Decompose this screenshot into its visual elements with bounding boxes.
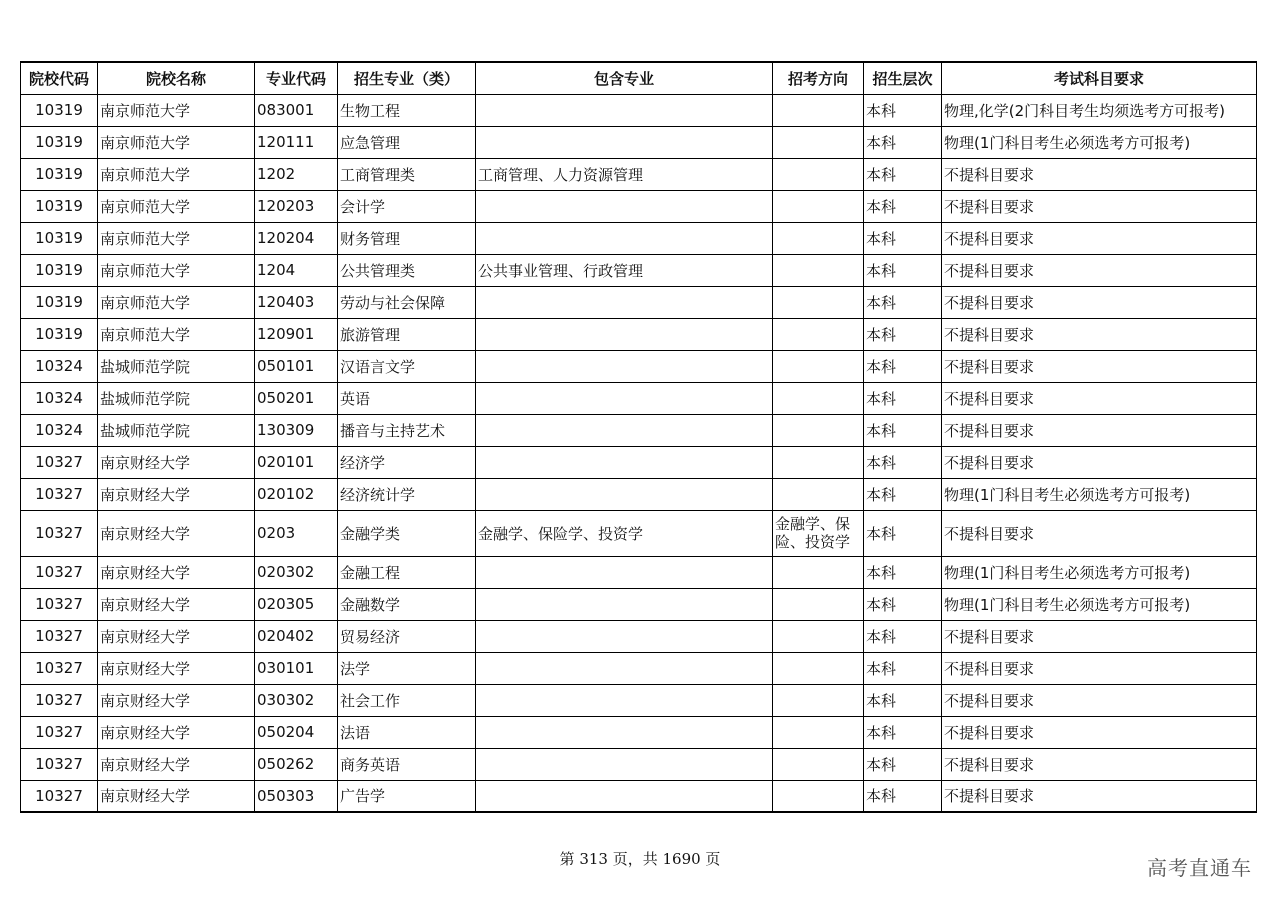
school-name-cell: 南京财经大学 [98,652,255,684]
included-majors-cell [476,780,773,812]
header-subject-requirements: 考试科目要求 [942,62,1257,94]
subject-requirements-cell: 不提科目要求 [942,620,1257,652]
included-majors-cell [476,556,773,588]
school-name-cell: 南京财经大学 [98,478,255,510]
level-cell: 本科 [864,556,942,588]
level-cell: 本科 [864,350,942,382]
school-name-cell: 南京师范大学 [98,254,255,286]
table-row [21,382,1257,414]
subject-requirements-cell: 不提科目要求 [942,350,1257,382]
major-code-cell: 050262 [255,748,338,780]
school-name-cell: 南京师范大学 [98,318,255,350]
major-code-cell: 030101 [255,652,338,684]
table-body [21,94,1257,812]
major-name-cell: 财务管理 [338,222,476,254]
major-code-cell: 050303 [255,780,338,812]
school-code-cell: 10327 [21,556,98,588]
header-major-name: 招生专业（类） [338,62,476,94]
direction-cell [773,414,864,446]
table-row [21,652,1257,684]
major-name-cell: 播音与主持艺术 [338,414,476,446]
included-majors-cell: 公共事业管理、行政管理 [476,254,773,286]
table-row [21,158,1257,190]
table-row [21,254,1257,286]
direction-cell [773,190,864,222]
direction-cell [773,222,864,254]
subject-requirements-cell: 物理(1门科目考生必须选考方可报考) [942,588,1257,620]
subject-requirements-cell: 不提科目要求 [942,684,1257,716]
school-name-cell: 南京财经大学 [98,588,255,620]
school-name-cell: 南京财经大学 [98,620,255,652]
school-name-cell: 盐城师范学院 [98,382,255,414]
subject-requirements-cell: 不提科目要求 [942,158,1257,190]
school-code-cell: 10319 [21,190,98,222]
subject-requirements-cell: 不提科目要求 [942,748,1257,780]
subject-requirements-cell: 不提科目要求 [942,222,1257,254]
major-code-cell: 020302 [255,556,338,588]
major-code-cell: 1204 [255,254,338,286]
header-major-code: 专业代码 [255,62,338,94]
table-row [21,684,1257,716]
level-cell: 本科 [864,414,942,446]
direction-cell [773,620,864,652]
school-name-cell: 南京师范大学 [98,190,255,222]
major-name-cell: 贸易经济 [338,620,476,652]
school-name-cell: 南京财经大学 [98,748,255,780]
school-name-cell: 南京师范大学 [98,94,255,126]
table-row [21,222,1257,254]
included-majors-cell [476,382,773,414]
included-majors-cell: 工商管理、人力资源管理 [476,158,773,190]
school-code-cell: 10327 [21,652,98,684]
level-cell: 本科 [864,94,942,126]
table-row [21,126,1257,158]
school-name-cell: 南京师范大学 [98,286,255,318]
direction-cell [773,780,864,812]
level-cell: 本科 [864,446,942,478]
major-code-cell: 120111 [255,126,338,158]
included-majors-cell [476,446,773,478]
direction-cell [773,254,864,286]
school-code-cell: 10327 [21,510,98,556]
table-row [21,190,1257,222]
admissions-table [20,61,1257,813]
included-majors-cell [476,588,773,620]
header-level: 招生层次 [864,62,942,94]
major-code-cell: 120204 [255,222,338,254]
school-code-cell: 10327 [21,780,98,812]
level-cell: 本科 [864,254,942,286]
school-name-cell: 盐城师范学院 [98,350,255,382]
school-code-cell: 10319 [21,286,98,318]
school-code-cell: 10327 [21,588,98,620]
included-majors-cell [476,350,773,382]
level-cell: 本科 [864,620,942,652]
subject-requirements-cell: 物理(1门科目考生必须选考方可报考) [942,478,1257,510]
level-cell: 本科 [864,748,942,780]
included-majors-cell [476,318,773,350]
table-header-row [21,62,1257,94]
school-name-cell: 盐城师范学院 [98,414,255,446]
major-name-cell: 广告学 [338,780,476,812]
school-code-cell: 10319 [21,318,98,350]
major-code-cell: 130309 [255,414,338,446]
school-code-cell: 10319 [21,158,98,190]
school-name-cell: 南京师范大学 [98,222,255,254]
included-majors-cell [476,620,773,652]
school-code-cell: 10327 [21,620,98,652]
header-direction: 招考方向 [773,62,864,94]
subject-requirements-cell: 物理,化学(2门科目考生均须选考方可报考) [942,94,1257,126]
level-cell: 本科 [864,222,942,254]
major-code-cell: 0203 [255,510,338,556]
level-cell: 本科 [864,478,942,510]
level-cell: 本科 [864,190,942,222]
major-code-cell: 030302 [255,684,338,716]
header-school-name: 院校名称 [98,62,255,94]
included-majors-cell [476,716,773,748]
major-name-cell: 公共管理类 [338,254,476,286]
major-name-cell: 法语 [338,716,476,748]
school-code-cell: 10324 [21,382,98,414]
direction-cell [773,446,864,478]
table-row [21,620,1257,652]
subject-requirements-cell: 不提科目要求 [942,318,1257,350]
page-number: 第 313 页，共 1690 页 [559,850,721,868]
included-majors-cell [476,414,773,446]
direction-cell [773,318,864,350]
school-name-cell: 南京财经大学 [98,716,255,748]
major-code-cell: 020102 [255,478,338,510]
direction-cell [773,652,864,684]
major-name-cell: 金融工程 [338,556,476,588]
direction-cell [773,350,864,382]
subject-requirements-cell: 不提科目要求 [942,780,1257,812]
major-code-cell: 120203 [255,190,338,222]
major-name-cell: 社会工作 [338,684,476,716]
table-row [21,350,1257,382]
subject-requirements-cell: 不提科目要求 [942,414,1257,446]
school-name-cell: 南京财经大学 [98,556,255,588]
school-name-cell: 南京财经大学 [98,780,255,812]
header-school-code: 院校代码 [21,62,98,94]
level-cell: 本科 [864,126,942,158]
included-majors-cell [476,478,773,510]
header-included-majors: 包含专业 [476,62,773,94]
included-majors-cell [476,286,773,318]
major-name-cell: 汉语言文学 [338,350,476,382]
school-code-cell: 10324 [21,414,98,446]
school-code-cell: 10324 [21,350,98,382]
table-row [21,94,1257,126]
direction-cell [773,588,864,620]
school-code-cell: 10319 [21,126,98,158]
direction-cell [773,716,864,748]
major-name-cell: 英语 [338,382,476,414]
major-name-cell: 生物工程 [338,94,476,126]
included-majors-cell [476,652,773,684]
major-name-cell: 商务英语 [338,748,476,780]
major-code-cell: 120901 [255,318,338,350]
major-name-cell: 法学 [338,652,476,684]
included-majors-cell [476,126,773,158]
subject-requirements-cell: 不提科目要求 [942,190,1257,222]
level-cell: 本科 [864,158,942,190]
table-row [21,780,1257,812]
major-name-cell: 工商管理类 [338,158,476,190]
subject-requirements-cell: 不提科目要求 [942,652,1257,684]
subject-requirements-cell: 物理(1门科目考生必须选考方可报考) [942,126,1257,158]
table-row [21,510,1257,556]
direction-cell [773,382,864,414]
major-code-cell: 020305 [255,588,338,620]
major-code-cell: 050201 [255,382,338,414]
school-code-cell: 10319 [21,222,98,254]
school-code-cell: 10327 [21,716,98,748]
included-majors-cell [476,684,773,716]
level-cell: 本科 [864,382,942,414]
direction-cell [773,478,864,510]
table-row [21,556,1257,588]
subject-requirements-cell: 不提科目要求 [942,716,1257,748]
table-row [21,748,1257,780]
subject-requirements-cell: 不提科目要求 [942,510,1257,556]
level-cell: 本科 [864,588,942,620]
school-name-cell: 南京财经大学 [98,684,255,716]
table-row [21,318,1257,350]
table-row [21,716,1257,748]
major-code-cell: 020402 [255,620,338,652]
school-name-cell: 南京师范大学 [98,126,255,158]
included-majors-cell [476,222,773,254]
level-cell: 本科 [864,318,942,350]
major-code-cell: 1202 [255,158,338,190]
level-cell: 本科 [864,716,942,748]
major-code-cell: 050204 [255,716,338,748]
school-code-cell: 10327 [21,748,98,780]
subject-requirements-cell: 不提科目要求 [942,286,1257,318]
level-cell: 本科 [864,286,942,318]
school-name-cell: 南京财经大学 [98,510,255,556]
watermark-logo: 高考直通车 [1147,856,1252,880]
school-code-cell: 10327 [21,684,98,716]
table-row [21,414,1257,446]
included-majors-cell: 金融学、保险学、投资学 [476,510,773,556]
direction-cell [773,94,864,126]
major-code-cell: 083001 [255,94,338,126]
major-code-cell: 020101 [255,446,338,478]
school-name-cell: 南京财经大学 [98,446,255,478]
school-code-cell: 10327 [21,446,98,478]
direction-cell [773,748,864,780]
included-majors-cell [476,190,773,222]
major-name-cell: 经济学 [338,446,476,478]
direction-cell: 金融学、保险、投资学 [773,510,864,556]
table-row [21,286,1257,318]
major-name-cell: 劳动与社会保障 [338,286,476,318]
subject-requirements-cell: 不提科目要求 [942,446,1257,478]
level-cell: 本科 [864,510,942,556]
major-name-cell: 旅游管理 [338,318,476,350]
major-name-cell: 经济统计学 [338,478,476,510]
subject-requirements-cell: 物理(1门科目考生必须选考方可报考) [942,556,1257,588]
table-row [21,446,1257,478]
major-name-cell: 金融数学 [338,588,476,620]
direction-cell [773,286,864,318]
included-majors-cell [476,94,773,126]
major-name-cell: 金融学类 [338,510,476,556]
major-name-cell: 应急管理 [338,126,476,158]
direction-cell [773,556,864,588]
major-code-cell: 050101 [255,350,338,382]
school-name-cell: 南京师范大学 [98,158,255,190]
level-cell: 本科 [864,780,942,812]
major-code-cell: 120403 [255,286,338,318]
major-name-cell: 会计学 [338,190,476,222]
school-code-cell: 10319 [21,254,98,286]
direction-cell [773,684,864,716]
level-cell: 本科 [864,684,942,716]
table-row [21,588,1257,620]
direction-cell [773,126,864,158]
school-code-cell: 10319 [21,94,98,126]
included-majors-cell [476,748,773,780]
table-row [21,478,1257,510]
school-code-cell: 10327 [21,478,98,510]
direction-cell [773,158,864,190]
subject-requirements-cell: 不提科目要求 [942,254,1257,286]
level-cell: 本科 [864,652,942,684]
subject-requirements-cell: 不提科目要求 [942,382,1257,414]
